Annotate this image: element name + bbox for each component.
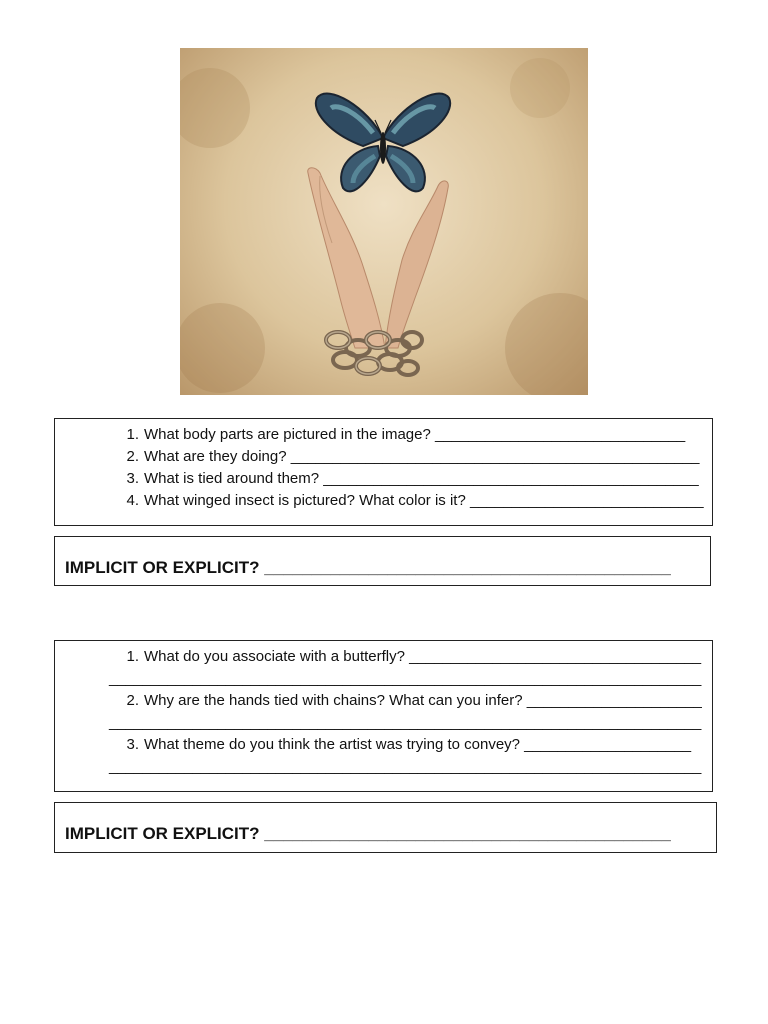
question-text[interactable]: What theme do you think the artist was trying to convey? ____________________ — [144, 736, 692, 753]
implicit-explicit-box-1 — [54, 536, 711, 586]
question-number: 4. — [126, 492, 139, 509]
question-text[interactable]: What do you associate with a butterfly? ___________________________________ — [144, 648, 702, 665]
question-text[interactable]: What are they doing? _________________________________________________ — [144, 448, 700, 465]
answer-line[interactable]: _______________________________________________________________________ — [109, 758, 702, 775]
butterfly-hands-chains-image — [180, 48, 588, 395]
question-number: 1. — [126, 648, 139, 665]
questions-box-1 — [54, 418, 713, 526]
question-number: 2. — [126, 692, 139, 709]
questions-box-2 — [54, 640, 713, 792]
implicit-explicit-label[interactable]: IMPLICIT OR EXPLICIT? ___________________________________________ — [65, 558, 671, 577]
answer-line[interactable]: _______________________________________________________________________ — [109, 714, 702, 731]
implicit-explicit-label[interactable]: IMPLICIT OR EXPLICIT? ___________________________________________ — [65, 824, 671, 843]
question-text[interactable]: What body parts are pictured in the image? ______________________________ — [144, 426, 686, 443]
question-number: 3. — [126, 470, 139, 487]
question-number: 3. — [126, 736, 139, 753]
question-number: 2. — [126, 448, 139, 465]
illustration-svg — [180, 48, 588, 395]
question-text[interactable]: What winged insect is pictured? What color is it? ____________________________ — [144, 492, 704, 509]
implicit-explicit-box-2 — [54, 802, 717, 853]
question-text[interactable]: What is tied around them? _____________________________________________ — [144, 470, 699, 487]
question-text[interactable]: Why are the hands tied with chains? What can you infer? _____________________ — [144, 692, 702, 709]
question-number: 1. — [126, 426, 139, 443]
answer-line[interactable]: _______________________________________________________________________ — [109, 670, 702, 687]
